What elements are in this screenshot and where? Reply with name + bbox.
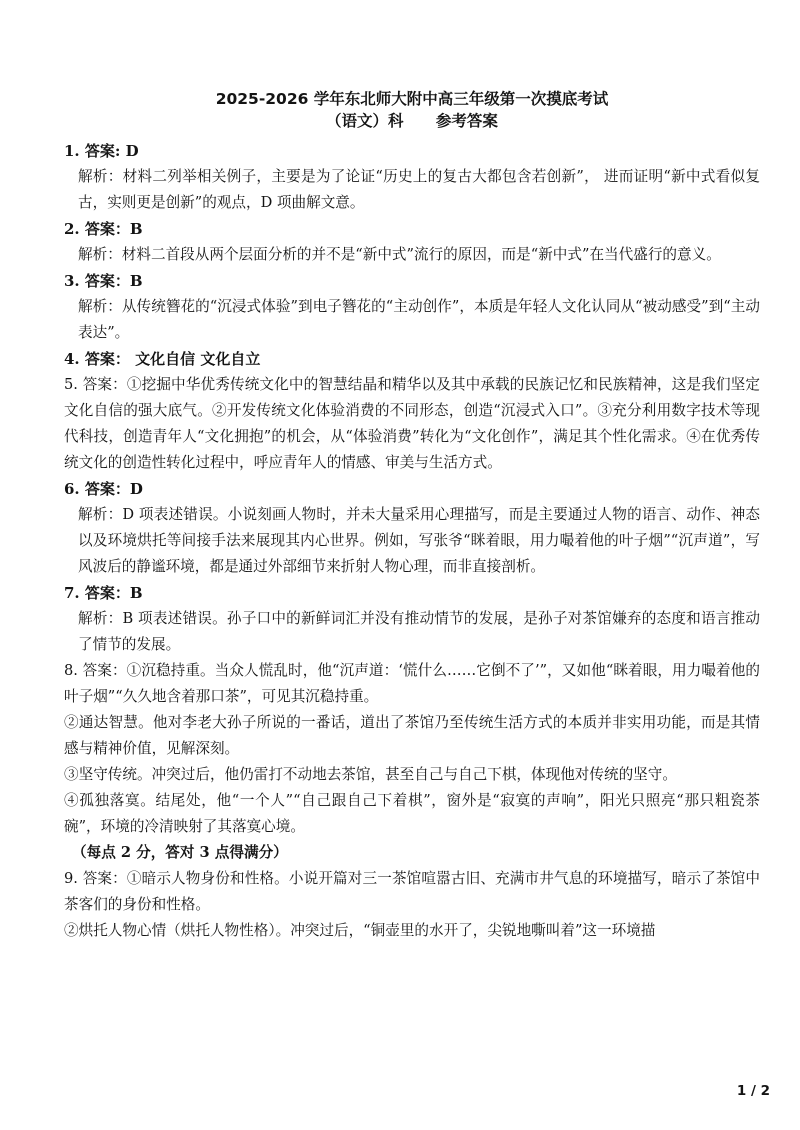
answer-line: 8. 答案：①沉稳持重。当众人慌乱时，他“沉声道：‘慌什么……它倒不了’”，又如他“眯着眼，用力嘬着他的叶子烟”“久久地含着那口茶”，可见其沉稳持重。 xyxy=(64,662,760,705)
scoring-note: （每点 2 分，答对 3 点得满分） xyxy=(72,844,288,861)
answer-item xyxy=(64,346,760,372)
explanation-text: 解析：材料二首段从两个层面分析的并不是“新中式”流行的原因，而是“新中式”在当代盛行的意义。 xyxy=(78,246,721,263)
explanation-text: ③坚守传统。冲突过后，他仍雷打不动地去茶馆，甚至自己与自己下棋，体现他对传统的坚守。 xyxy=(64,766,677,783)
answer-item xyxy=(64,216,760,268)
page-number: 1 / 2 xyxy=(736,1083,770,1099)
answer-line: 5. 答案：①挖掘中华优秀传统文化中的智慧结晶和精华以及其中承载的民族记忆和民族精神，这是我们坚定文化自信的强大底气。②开发传统文化体验消费的不同形态，创造“沉浸式入口”。③充分利用数字技术等现代科技，创造青年人“文化拥抱”的机会，从“体验消费”转化为“文化创作”，满足其个性化需求。④在优秀传统文化的创造性转化过程中，呼应青年人的情感、审美与生活方式。 xyxy=(64,376,760,471)
answer-item xyxy=(64,372,760,476)
answer-line: 6. 答案：D xyxy=(64,480,143,498)
explanation-text: ②烘托人物心情（烘托人物性格）。冲突过后，“铜壶里的水开了，尖锐地嘶叫着”这一环境描 xyxy=(64,922,656,939)
page-title: 2025-2026 学年东北师大附中高三年级第一次摸底考试 xyxy=(215,90,609,108)
answer-item xyxy=(64,580,760,658)
explanation-text: 解析：材料二列举相关例子，主要是为了论证“历史上的复古大都包含若创新”， 进而证明“新中式看似复古，实则更是创新”的观点，D 项曲解文意。 xyxy=(78,168,760,211)
answer-item xyxy=(64,476,760,580)
answer-item xyxy=(64,138,760,216)
answer-line: 9. 答案：①暗示人物身份和性格。小说开篇对三一茶馆喧嚣古旧、充满市井气息的环境描写，暗示了茶馆中茶客们的身份和性格。 xyxy=(64,870,760,913)
page-subtitle: （语文）科 参考答案 xyxy=(326,112,498,130)
answer-line: 2. 答案：B xyxy=(64,220,143,238)
explanation-text: 解析：从传统簪花的“沉浸式体验”到电子簪花的“主动创作”，本质是年轻人文化认同从“被动感受”到“主动表达”。 xyxy=(78,298,760,341)
explanation-text: ④孤独落寞。结尾处，他“一个人”“自己跟自己下着棋”，窗外是“寂寞的声响”，阳光只照亮“那只粗瓷茶碗”，环境的冷清映射了其落寞心境。 xyxy=(64,792,760,835)
answer-line: 7. 答案：B xyxy=(64,584,143,602)
answer-item xyxy=(64,866,760,944)
answer-line: 3. 答案：B xyxy=(64,272,143,290)
explanation-text: ②通达智慧。他对李老大孙子所说的一番话，道出了茶馆乃至传统生活方式的本质并非实用功能，而是其情感与精神价值，见解深刻。 xyxy=(64,714,760,757)
answer-item xyxy=(64,268,760,346)
explanation-text: 解析：D 项表述错误。小说刻画人物时，并未大量采用心理描写，而是主要通过人物的语言、动作、神态以及环境烘托等间接手法来展现其内心世界。例如，写张爷“眯着眼，用力嘬着他的叶子烟”“沉声道”，写风波后的静谧环境，都是通过外部细节来折射人物心理，而非直接剖析。 xyxy=(78,506,760,575)
answer-item xyxy=(64,658,760,866)
answer-list xyxy=(64,138,760,944)
explanation-text: 解析：B 项表述错误。孙子口中的新鲜词汇并没有推动情节的发展，是孙子对茶馆嫌弃的态度和语言推动了情节的发展。 xyxy=(78,610,760,653)
answer-line: 4. 答案： 文化自信 文化自立 xyxy=(64,350,261,368)
answer-line: 1. 答案: D xyxy=(64,142,139,160)
